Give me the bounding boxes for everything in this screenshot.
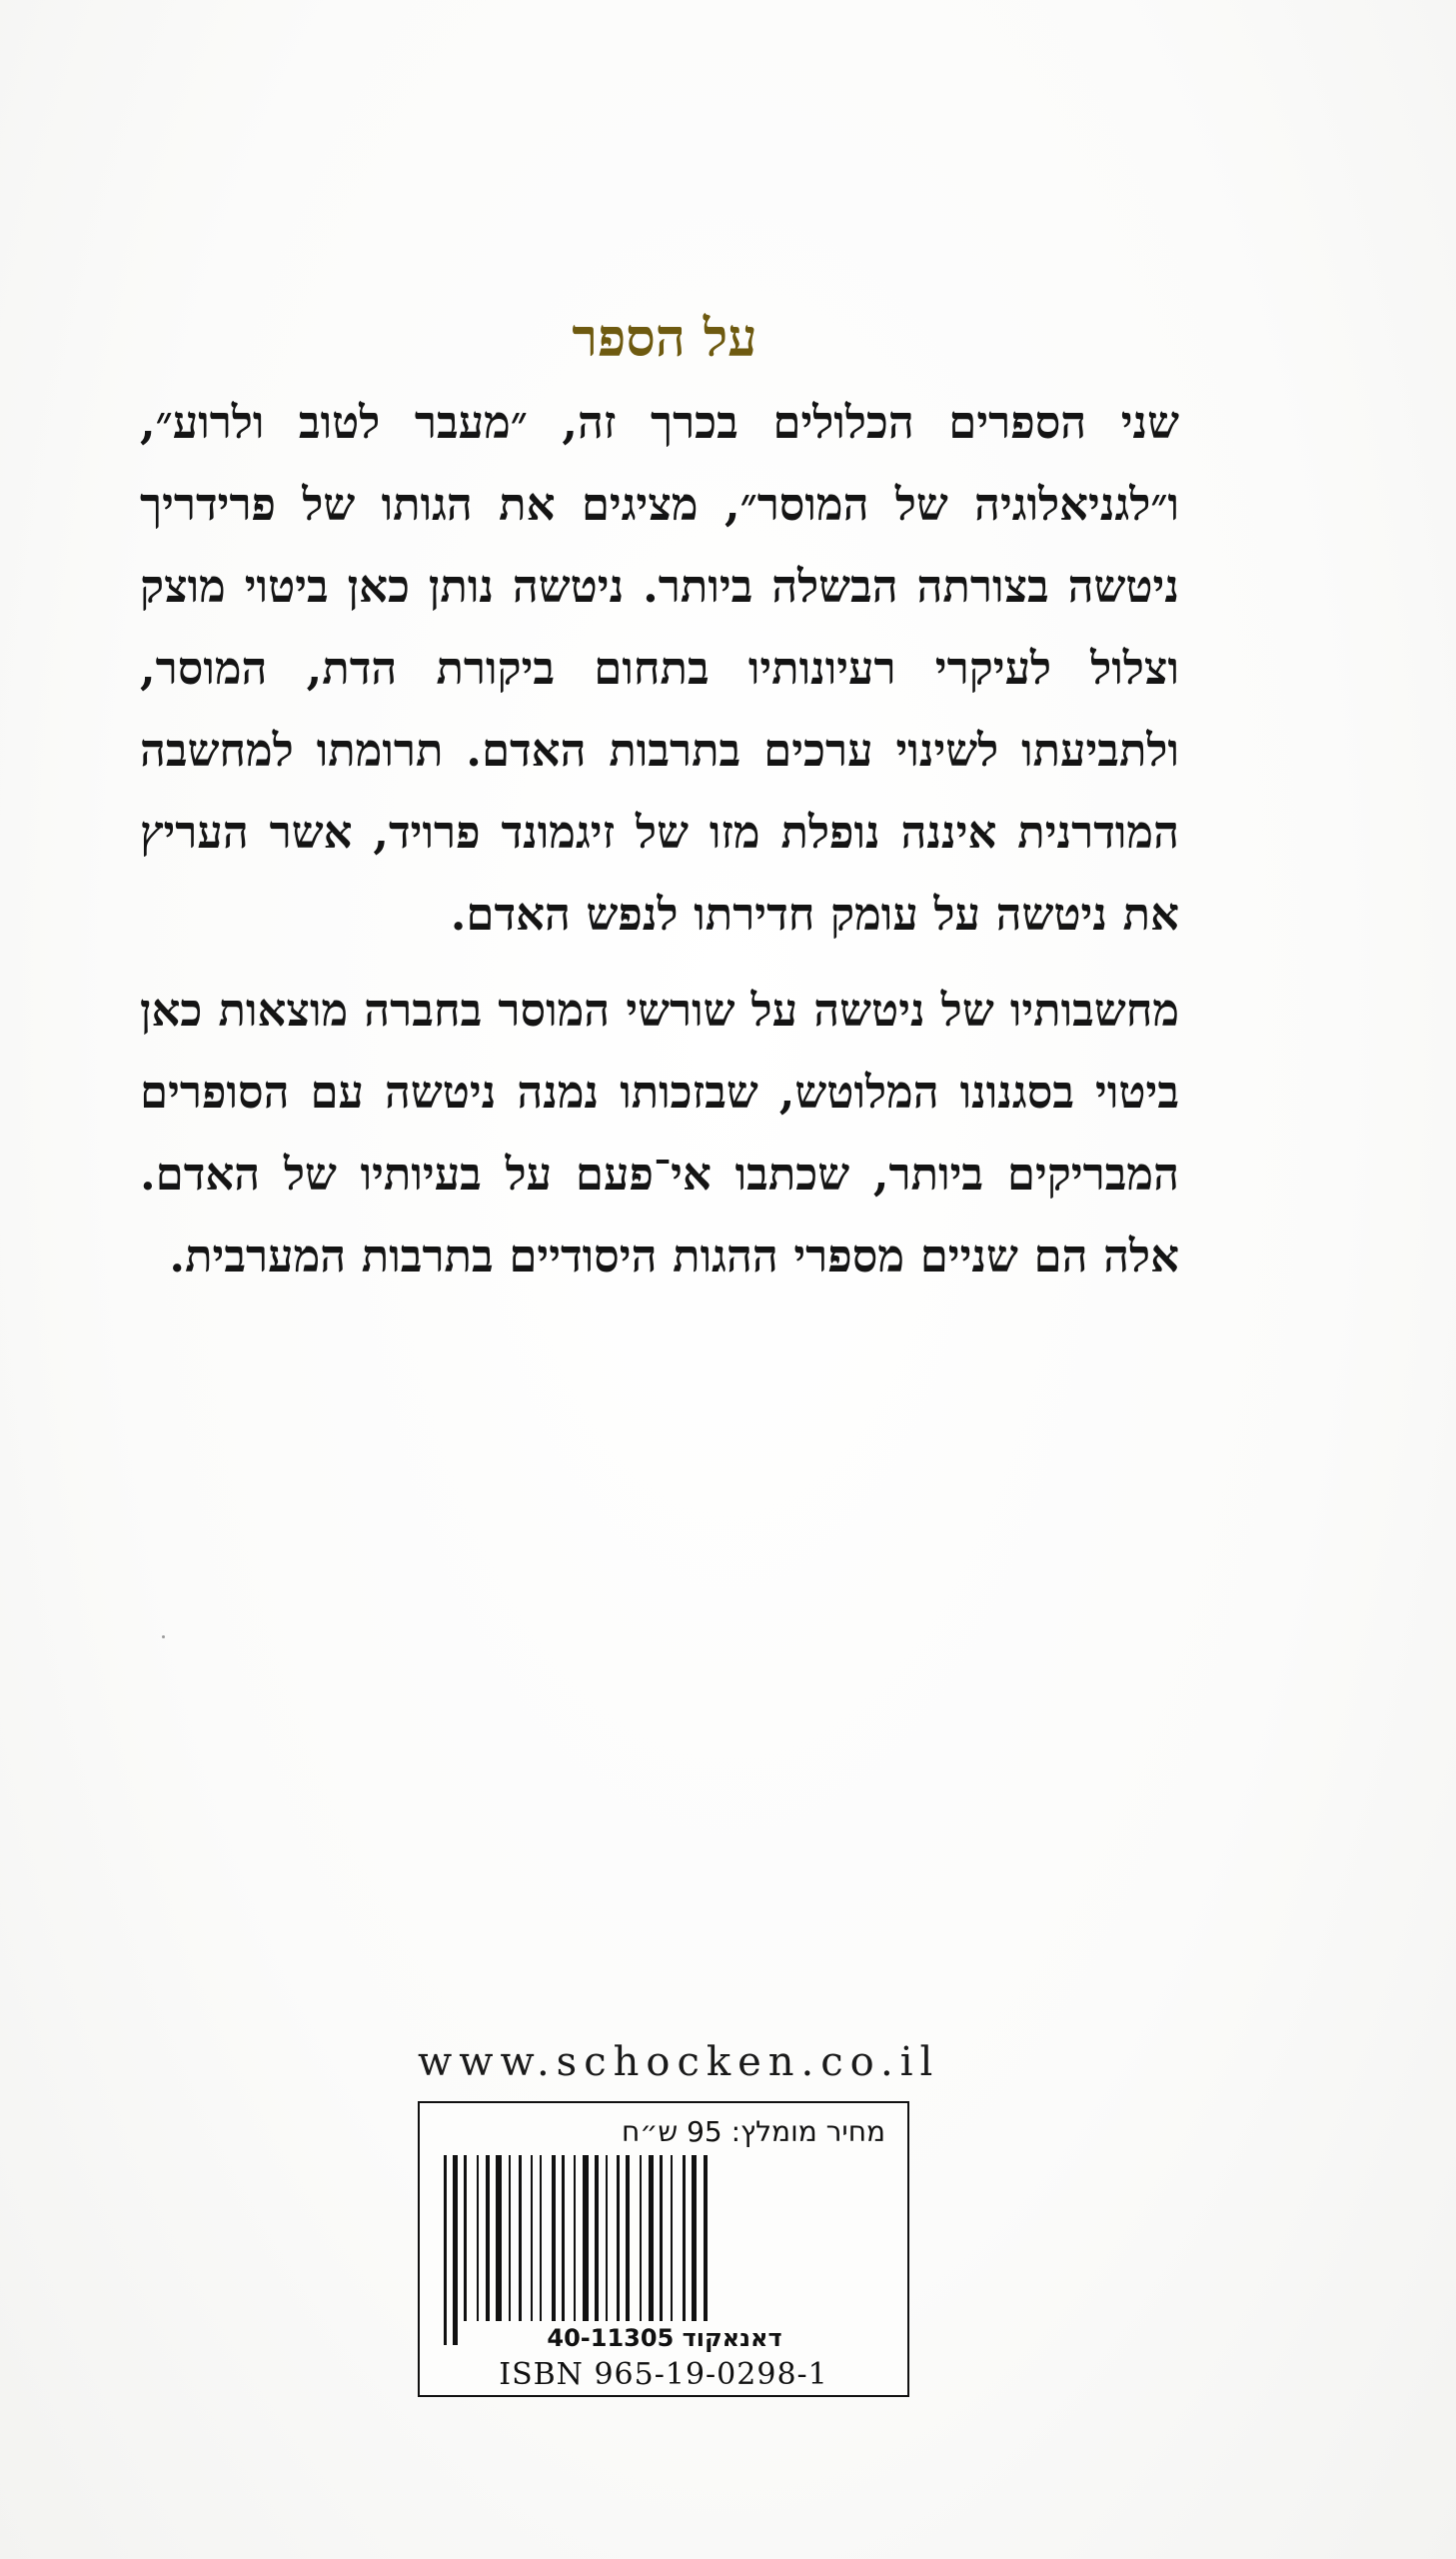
dancode-label: דאנאקוד 40-11305 bbox=[540, 2321, 789, 2355]
price-label: מחיר מומלץ: 95 ש״ח bbox=[621, 2115, 885, 2148]
barcode-icon bbox=[440, 2155, 889, 2345]
barcode-bar bbox=[671, 2155, 673, 2321]
barcode-bar bbox=[660, 2155, 663, 2321]
barcode-bar bbox=[540, 2155, 542, 2321]
barcode-bar bbox=[444, 2155, 447, 2345]
barcode-bar bbox=[509, 2155, 511, 2321]
cover-title: על הספר bbox=[572, 308, 757, 369]
barcode-bar bbox=[477, 2155, 479, 2321]
barcode-bar bbox=[626, 2155, 630, 2321]
barcode-bar bbox=[453, 2155, 458, 2345]
barcode-bar bbox=[519, 2155, 522, 2321]
barcode-bar bbox=[496, 2155, 502, 2321]
barcode-bar bbox=[583, 2155, 589, 2321]
barcode-bar bbox=[683, 2155, 686, 2321]
barcode-bar bbox=[692, 2155, 697, 2345]
barcode-bar bbox=[531, 2155, 533, 2321]
barcode-bar bbox=[649, 2155, 654, 2321]
barcode-bar bbox=[552, 2155, 556, 2321]
print-speck bbox=[162, 1635, 165, 1638]
barcode-bar bbox=[562, 2155, 565, 2321]
publisher-website: www.schocken.co.il bbox=[418, 2039, 940, 2085]
barcode-bar bbox=[640, 2155, 642, 2321]
barcode-box bbox=[418, 2101, 909, 2397]
barcode-bar bbox=[574, 2155, 576, 2321]
description-paragraph-1: שני הספרים הכלולים בכרך זה, ״מעבר לטוב ולרוע״, ו״לגניאלוגיה של המוסר״, מציגים את הגותו של פרידריך ניטשה בצורתה הבשלה ביותר. ניטשה נותן כאן ביטוי מוצק וצלול לעיקרי רעיונותיו בתחום ביקורת הדת, המוסר, ולתביעתו לשינוי ערכים בתרבות האדם. תרומתו למחשבה המודרנית איננה נופלת מזו של זיגמונד פרויד, אשר העריץ את ניטשה על עומק חדירתו לנפש האדם. bbox=[140, 396, 1179, 941]
barcode-bar bbox=[486, 2155, 490, 2321]
barcode-bar bbox=[595, 2155, 599, 2321]
isbn-label: ISBN 965-19-0298-1 bbox=[499, 2357, 828, 2392]
description-paragraph-2: מחשבותיו של ניטשה על שורשי המוסר בחברה מוצאות כאן ביטוי בסגנונו המלוטש, שבזכותו נמנה ניטשה עם הסופרים המבריקים ביותר, שכתבו אי־פעם על בעיותיו של האדם. אלה הם שניים מספרי ההגות היסודיים בתרבות המערבית. bbox=[140, 984, 1179, 1282]
barcode-bar bbox=[617, 2155, 620, 2321]
book-description bbox=[140, 382, 1179, 1311]
barcode-bar bbox=[464, 2155, 467, 2321]
barcode-bar bbox=[704, 2155, 708, 2345]
barcode-bar bbox=[606, 2155, 608, 2321]
